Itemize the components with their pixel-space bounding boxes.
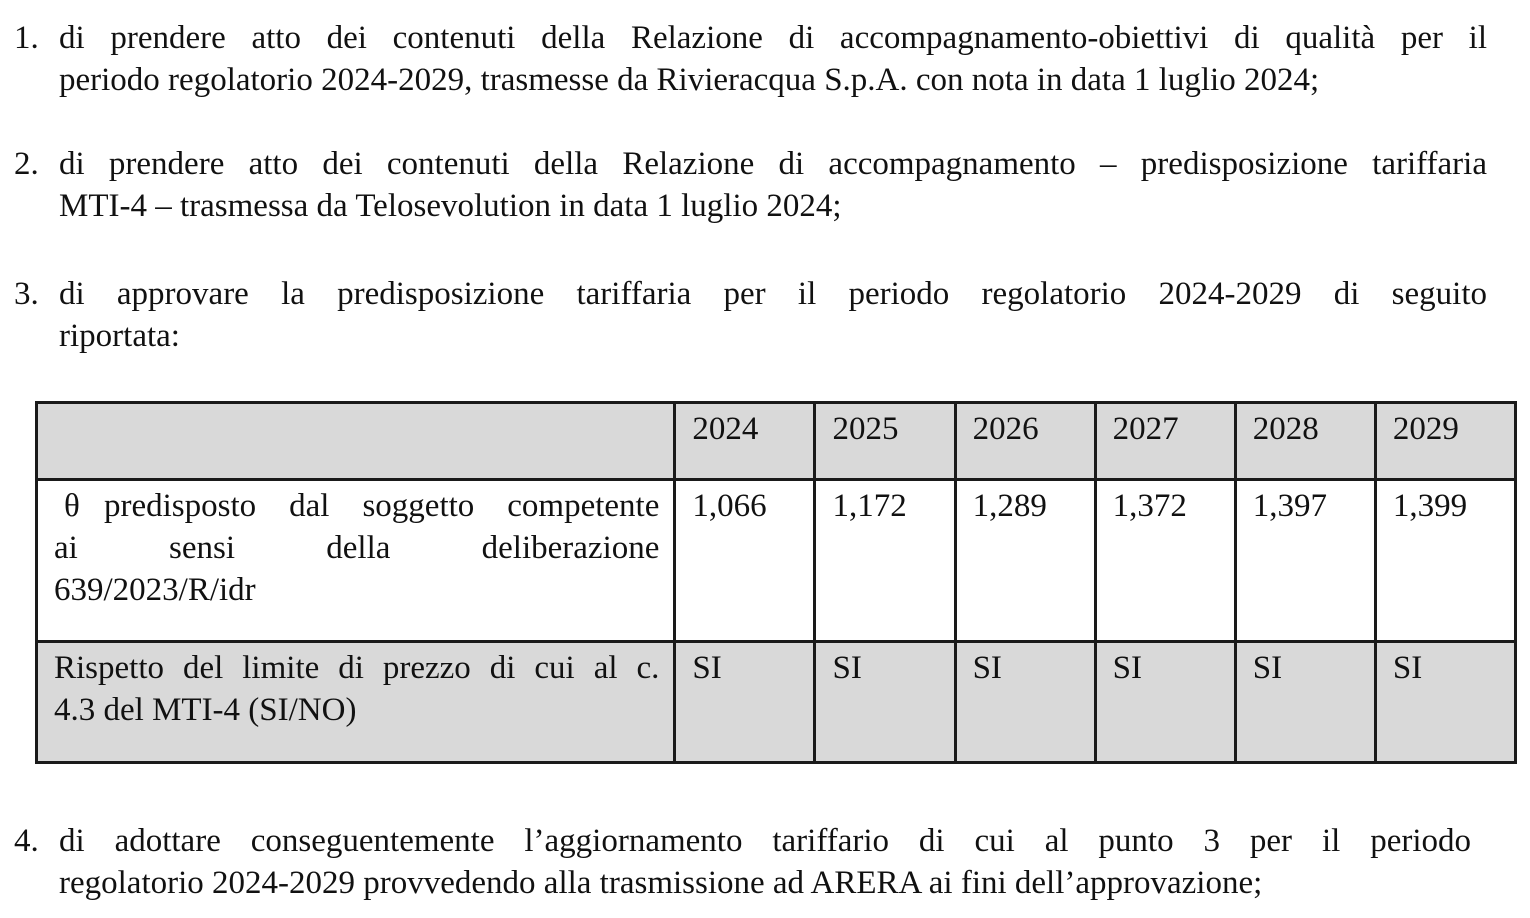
table-row-price-limit (37, 642, 1516, 763)
limit-value-2029: SI (1375, 642, 1515, 763)
year-header-2025: 2025 (815, 403, 955, 480)
header-blank-cell (37, 403, 675, 480)
text-line: di approvare la predisposizione tariffaria per il periodo regolatorio 2024-2029 di seguito (59, 276, 1487, 312)
limit-value-2024: SI (675, 642, 815, 763)
limit-value-2025: SI (815, 642, 955, 763)
year-header-2029: 2029 (1375, 403, 1515, 480)
table-row-theta (37, 480, 1516, 642)
text-line: di prendere atto dei contenuti della Relazione di accompagnamento-obiettivi di qualità per il (59, 20, 1487, 56)
list-item-text (59, 143, 1487, 227)
text-line: riportata: (59, 318, 180, 354)
theta-label-line-1: θ predisposto dal soggetto competente (54, 485, 659, 527)
text-line: di adottare conseguentemente l’aggiornamento tariffario di cui al punto 3 per il periodo (59, 823, 1471, 859)
limit-label-line-2: 4.3 del MTI-4 (SI/NO) (54, 692, 357, 728)
limit-value-2027: SI (1095, 642, 1235, 763)
list-number: 3. (14, 276, 39, 312)
list-number: 4. (14, 823, 39, 859)
limit-value-2026: SI (955, 642, 1095, 763)
limit-label-cell (37, 642, 675, 763)
year-header-2026: 2026 (955, 403, 1095, 480)
list-item-text (59, 273, 1487, 357)
theta-label-line-3: 639/2023/R/idr (54, 572, 256, 608)
theta-label-cell (37, 480, 675, 642)
text-line: MTI-4 – trasmessa da Telosevolution in data 1 luglio 2024; (59, 188, 842, 224)
theta-value-2027: 1,372 (1095, 480, 1235, 642)
theta-value-2025: 1,172 (815, 480, 955, 642)
text-line: periodo regolatorio 2024-2029, trasmesse da Rivieracqua S.p.A. con nota in data 1 luglio 2024; (59, 62, 1320, 98)
theta-symbol: θ (64, 488, 80, 524)
text-line: regolatorio 2024-2029 provvedendo alla trasmissione ad ARERA ai fini dell’approvazione; (59, 865, 1263, 901)
theta-value-2029: 1,399 (1375, 480, 1515, 642)
theta-value-2028: 1,397 (1235, 480, 1375, 642)
text-line: di prendere atto dei contenuti della Relazione di accompagnamento – predisposizione tariffaria (59, 146, 1487, 182)
limit-label-line-1: Rispetto del limite di prezzo di cui al c. (54, 650, 660, 686)
list-item-text (59, 820, 1471, 904)
year-header-2027: 2027 (1095, 403, 1235, 480)
table-header-row (37, 403, 1516, 480)
tariff-table (35, 401, 1517, 764)
theta-value-2026: 1,289 (955, 480, 1095, 642)
list-item-text (59, 17, 1487, 101)
year-header-2028: 2028 (1235, 403, 1375, 480)
year-header-2024: 2024 (675, 403, 815, 480)
theta-label-line-2: ai sensi della deliberazione (54, 530, 660, 566)
theta-value-2024: 1,066 (675, 480, 815, 642)
limit-value-2028: SI (1235, 642, 1375, 763)
list-number: 2. (14, 146, 39, 182)
list-number: 1. (14, 20, 39, 56)
